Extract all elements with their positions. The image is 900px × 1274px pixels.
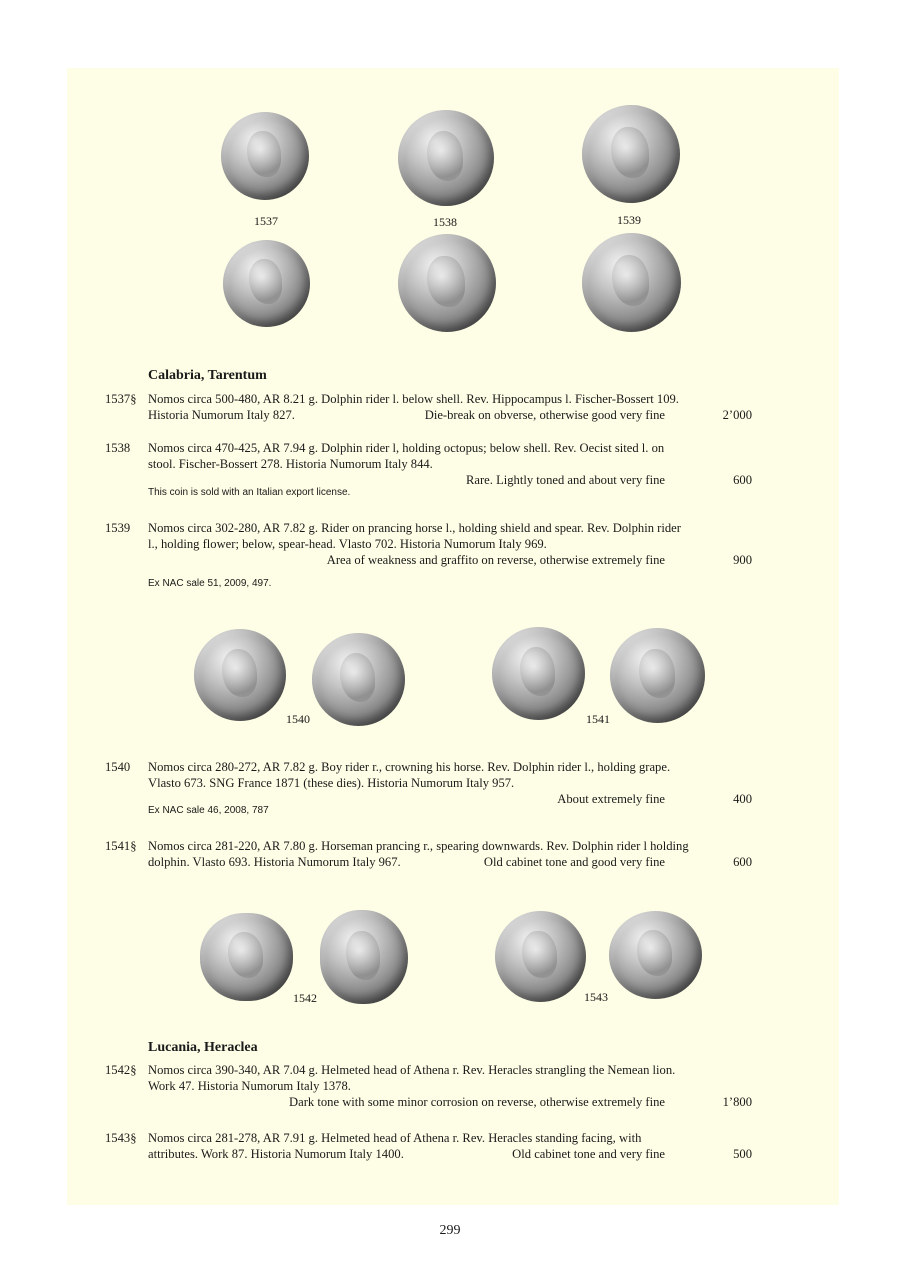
lot-description-line: Nomos circa 470-425, AR 7.94 g. Dolphin rider l, holding octopus; below shell. Rev. Oecist sited l. on	[148, 441, 665, 455]
lot-1542	[105, 1062, 752, 1112]
lot-condition: Old cabinet tone and good very fine	[483, 855, 665, 869]
lot-1541	[105, 838, 752, 872]
coin-1541-reverse-image	[610, 628, 705, 723]
lot-1543	[105, 1130, 752, 1164]
lot-1538	[105, 440, 752, 490]
coin-label-1538: 1538	[433, 215, 457, 229]
lot-condition: About extremely fine	[557, 792, 665, 806]
coin-1537-obverse-image	[221, 112, 309, 200]
coin-1540-obverse-image	[194, 629, 286, 721]
coin-1541-obverse-image	[492, 627, 585, 720]
coin-1537-reverse-image	[223, 240, 310, 327]
lot-description-line: stool. Fischer-Bossert 278. Historia Numorum Italy 844.	[148, 457, 433, 471]
lot-estimate: 400	[733, 792, 752, 806]
lot-1537	[105, 391, 752, 425]
lot-description-line: Nomos circa 302-280, AR 7.82 g. Rider on prancing horse l., holding shield and spear. Rev. Dolphin rider	[148, 521, 681, 535]
coin-label-1537: 1537	[254, 214, 278, 228]
section-heading-lucania-heraclea: Lucania, Heraclea	[148, 1040, 258, 1055]
lot-condition: Dark tone with some minor corrosion on reverse, otherwise extremely fine	[289, 1095, 665, 1109]
lot-estimate: 900	[733, 553, 752, 567]
page-number: 299	[439, 1223, 461, 1238]
lot-condition: Die-break on obverse, otherwise good very fine	[424, 408, 665, 422]
lot-description-line: Nomos circa 281-220, AR 7.80 g. Horseman prancing r., spearing downwards. Rev. Dolphin rider l holding	[148, 839, 689, 853]
lot-estimate: 600	[733, 473, 752, 487]
lot-provenance: Ex NAC sale 51, 2009, 497.	[148, 578, 272, 589]
lot-1540	[105, 759, 752, 809]
lot-provenance: Ex NAC sale 46, 2008, 787	[148, 805, 269, 816]
coin-1543-reverse-image	[609, 911, 702, 999]
coin-label-1543: 1543	[584, 990, 608, 1004]
coin-1540-reverse-image	[312, 633, 405, 726]
coin-1538-obverse-image	[398, 110, 494, 206]
lot-description-line: Nomos circa 390-340, AR 7.04 g. Helmeted head of Athena r. Rev. Heracles strangling the Nemean lion.	[148, 1063, 676, 1077]
lot-description-line: Nomos circa 281-278, AR 7.91 g. Helmeted head of Athena r. Rev. Heracles standing facing, with	[148, 1131, 642, 1145]
section-heading-calabria-tarentum: Calabria, Tarentum	[148, 368, 267, 383]
coin-1539-obverse-image	[582, 105, 680, 203]
coin-label-1542: 1542	[293, 991, 317, 1005]
lot-number: 1542§	[105, 1063, 137, 1077]
lot-1539	[105, 520, 752, 570]
lot-condition: Old cabinet tone and very fine	[512, 1147, 665, 1161]
lot-description-line: Work 47. Historia Numorum Italy 1378.	[148, 1079, 351, 1093]
lot-estimate: 1’800	[722, 1095, 752, 1109]
lot-estimate: 2’000	[722, 408, 752, 422]
coin-label-1541: 1541	[586, 712, 610, 726]
coin-1542-obverse-image	[200, 913, 293, 1001]
lot-estimate: 500	[733, 1147, 752, 1161]
lot-condition: Area of weakness and graffito on reverse, otherwise extremely fine	[326, 553, 665, 567]
coin-label-1539: 1539	[617, 213, 641, 227]
lot-number: 1539	[105, 521, 131, 535]
lot-note: This coin is sold with an Italian export license.	[148, 487, 351, 498]
lot-estimate: 600	[733, 855, 752, 869]
lot-description-line: Nomos circa 500-480, AR 8.21 g. Dolphin rider l. below shell. Rev. Hippocampus l. Fischer-Bossert 109.	[148, 392, 679, 406]
lot-description	[148, 759, 752, 791]
lot-description	[148, 440, 752, 472]
coin-1538-reverse-image	[398, 234, 496, 332]
coin-1539-reverse-image	[582, 233, 681, 332]
lot-description-line: Historia Numorum Italy 827.	[148, 408, 295, 422]
lot-number: 1537§	[105, 392, 137, 406]
lot-number: 1541§	[105, 839, 137, 853]
lot-description-line: l., holding flower; below, spear-head. Vlasto 702. Historia Numorum Italy 969.	[148, 537, 547, 551]
lot-description-line: attributes. Work 87. Historia Numorum Italy 1400.	[148, 1147, 404, 1161]
lot-condition: Rare. Lightly toned and about very fine	[466, 473, 665, 487]
lot-number: 1543§	[105, 1131, 137, 1145]
coin-1542-reverse-image	[320, 910, 408, 1004]
lot-number: 1538	[105, 441, 131, 455]
lot-description-line: Nomos circa 280-272, AR 7.82 g. Boy rider r., crowning his horse. Rev. Dolphin rider l., holding grape.	[148, 760, 671, 774]
lot-description	[148, 520, 752, 552]
lot-description	[148, 1062, 752, 1094]
lot-description-line: Vlasto 673. SNG France 1871 (these dies). Historia Numorum Italy 957.	[148, 776, 515, 790]
coin-label-1540: 1540	[286, 712, 310, 726]
coin-1543-obverse-image	[495, 911, 586, 1002]
lot-description-line: dolphin. Vlasto 693. Historia Numorum Italy 967.	[148, 855, 401, 869]
lot-number: 1540	[105, 760, 131, 774]
